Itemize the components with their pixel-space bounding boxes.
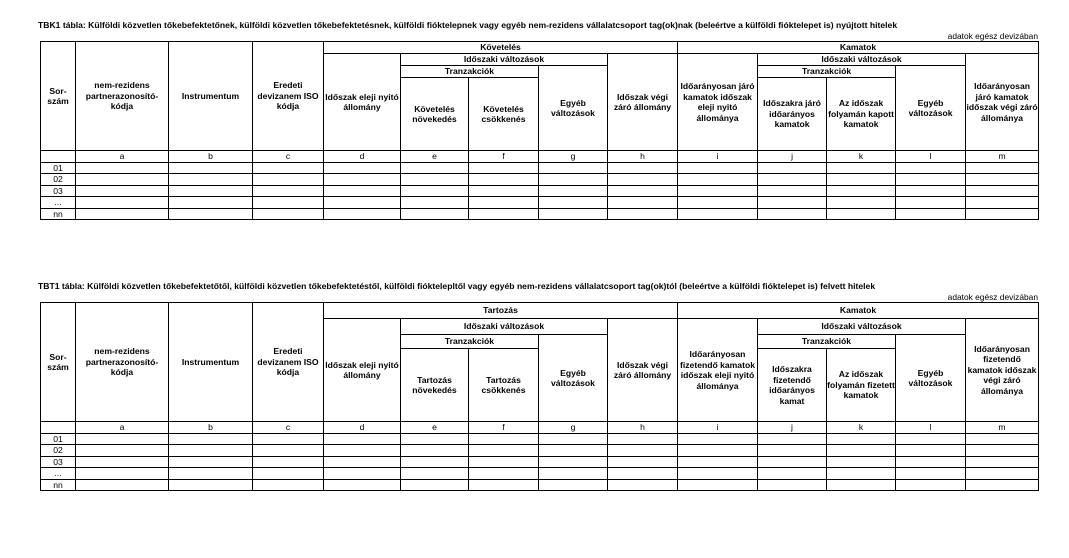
data-cell[interactable] (324, 208, 401, 220)
table1-header-m: Időarányosan járó kamatok időszak végi záró állománya (966, 54, 1039, 151)
data-cell[interactable] (169, 174, 253, 186)
data-cell[interactable] (324, 197, 401, 209)
table1-periodic-changes: Időszaki változások (401, 54, 608, 66)
data-cell[interactable] (827, 208, 896, 220)
data-cell[interactable] (539, 479, 608, 491)
data-cell[interactable] (169, 162, 253, 174)
data-cell[interactable] (827, 185, 896, 197)
data-cell[interactable] (758, 162, 827, 174)
data-cell[interactable] (608, 433, 678, 445)
column-letter: e (401, 151, 469, 163)
data-cell[interactable] (896, 456, 966, 468)
table2-letter-row (41, 422, 1039, 434)
table2-transactions: Tranzakciók (401, 335, 539, 349)
table1-interest-transactions: Tranzakciók (758, 66, 896, 78)
data-cell[interactable] (76, 197, 169, 209)
column-letter: i (678, 422, 758, 434)
data-cell[interactable] (827, 197, 896, 209)
data-cell[interactable] (469, 479, 539, 491)
data-cell[interactable] (896, 479, 966, 491)
data-cell[interactable] (966, 162, 1039, 174)
data-cell[interactable] (758, 445, 827, 457)
data-cell[interactable] (401, 185, 469, 197)
data-cell[interactable] (469, 174, 539, 186)
data-cell[interactable] (401, 208, 469, 220)
row-number: nn (41, 479, 76, 491)
column-letter: f (469, 422, 539, 434)
data-cell[interactable] (76, 185, 169, 197)
column-letter: g (539, 422, 608, 434)
data-cell[interactable] (966, 479, 1039, 491)
table2-header-l: Egyéb változások (896, 335, 966, 422)
data-cell[interactable] (758, 433, 827, 445)
column-letter: l (896, 422, 966, 434)
data-cell[interactable] (966, 208, 1039, 220)
table1-header-j: Időszakra járó időarányos kamatok (758, 78, 827, 151)
table2-header-i: Időarányosan fizetendő kamatok időszak eleji nyitó állománya (678, 319, 758, 422)
column-letter: a (76, 151, 169, 163)
data-cell[interactable] (539, 456, 608, 468)
data-cell[interactable] (169, 456, 253, 468)
data-cell[interactable] (678, 174, 758, 186)
data-cell[interactable] (324, 479, 401, 491)
row-number: 02 (41, 174, 76, 186)
data-cell[interactable] (608, 445, 678, 457)
table2-header-g: Egyéb változások (539, 335, 608, 422)
table1-header-i: Időarányosan járó kamatok időszak eleji nyitó állománya (678, 54, 758, 151)
table1-header-e: Követelés növekedés (401, 78, 469, 151)
table1-header-k: Az időszak folyamán kapott kamatok (827, 78, 896, 151)
data-cell[interactable] (324, 433, 401, 445)
data-cell[interactable] (966, 445, 1039, 457)
data-cell[interactable] (608, 208, 678, 220)
table1-transactions: Tranzakciók (401, 66, 539, 78)
table-row (41, 468, 1039, 480)
table1-header-f: Követelés csökkenés (469, 78, 539, 151)
table1-letter-row (41, 151, 1039, 163)
column-letter: c (253, 151, 324, 163)
column-letter: k (827, 422, 896, 434)
data-cell[interactable] (539, 445, 608, 457)
data-cell[interactable] (678, 433, 758, 445)
column-letter: b (169, 422, 253, 434)
column-letter: m (966, 422, 1039, 434)
data-cell[interactable] (469, 468, 539, 480)
data-cell[interactable] (966, 433, 1039, 445)
data-cell[interactable] (539, 174, 608, 186)
table-row (41, 174, 1039, 186)
data-cell[interactable] (324, 456, 401, 468)
column-letter: a (76, 422, 169, 434)
data-cell[interactable] (469, 208, 539, 220)
table2-header-sorszam: Sor-szám (41, 303, 76, 422)
data-cell[interactable] (253, 185, 324, 197)
data-cell[interactable] (758, 479, 827, 491)
table1-header-currency: Eredeti devizanem ISO kódja (253, 42, 324, 151)
table2-header-instrument: Instrumentum (169, 303, 253, 422)
table1-group-interest: Kamatok (678, 42, 1039, 54)
data-cell[interactable] (896, 162, 966, 174)
data-cell[interactable] (608, 468, 678, 480)
data-cell[interactable] (76, 433, 169, 445)
data-cell[interactable] (827, 468, 896, 480)
table1-group-main: Követelés (324, 42, 678, 54)
column-letter: c (253, 422, 324, 434)
data-cell[interactable] (539, 468, 608, 480)
table2-header-j: Időszakra fizetendő időarányos kamat (758, 349, 827, 422)
data-cell[interactable] (966, 468, 1039, 480)
data-cell[interactable] (827, 162, 896, 174)
column-letter: d (324, 151, 401, 163)
data-cell[interactable] (758, 174, 827, 186)
column-letter (41, 422, 76, 434)
row-number: ... (41, 197, 76, 209)
table2-group-main: Tartozás (324, 303, 678, 319)
data-cell[interactable] (401, 456, 469, 468)
table2-header-k: Az időszak folyamán fizetett kamatok (827, 349, 896, 422)
data-cell[interactable] (539, 208, 608, 220)
data-cell[interactable] (896, 445, 966, 457)
table1-header-partner: nem-rezidens partnerazonosító-kódja (76, 42, 169, 151)
data-cell[interactable] (966, 174, 1039, 186)
data-cell[interactable] (253, 468, 324, 480)
data-cell[interactable] (401, 162, 469, 174)
data-cell[interactable] (678, 162, 758, 174)
data-cell[interactable] (827, 433, 896, 445)
data-cell[interactable] (401, 433, 469, 445)
row-number: ... (41, 468, 76, 480)
table-row (41, 479, 1039, 491)
data-cell[interactable] (169, 468, 253, 480)
table2-header-h: Időszak végi záró állomány (608, 319, 678, 422)
table1-interest-periodic-changes: Időszaki változások (758, 54, 966, 66)
data-cell[interactable] (678, 456, 758, 468)
data-cell[interactable] (253, 174, 324, 186)
data-cell[interactable] (678, 445, 758, 457)
table1-header-l: Egyéb változások (896, 66, 966, 151)
data-cell[interactable] (608, 174, 678, 186)
data-cell[interactable] (401, 479, 469, 491)
table2-interest-periodic-changes: Időszaki változások (758, 319, 966, 335)
data-cell[interactable] (896, 468, 966, 480)
data-cell[interactable] (608, 456, 678, 468)
data-cell[interactable] (896, 433, 966, 445)
table2-unit-note: adatok egész devizában (947, 292, 1038, 302)
table1-header-sorszam: Sor-szám (41, 42, 76, 151)
data-cell[interactable] (896, 185, 966, 197)
table-row (41, 445, 1039, 457)
data-cell[interactable] (401, 174, 469, 186)
row-number: 02 (41, 445, 76, 457)
column-letter: d (324, 422, 401, 434)
data-cell[interactable] (539, 185, 608, 197)
data-cell[interactable] (608, 197, 678, 209)
table2-header-e: Tartozás növekedés (401, 349, 469, 422)
data-cell[interactable] (253, 479, 324, 491)
data-cell[interactable] (76, 479, 169, 491)
data-cell[interactable] (758, 185, 827, 197)
column-letter: l (896, 151, 966, 163)
data-cell[interactable] (324, 162, 401, 174)
column-letter: m (966, 151, 1039, 163)
data-cell[interactable] (758, 197, 827, 209)
data-cell[interactable] (169, 185, 253, 197)
table1-header-instrument: Instrumentum (169, 42, 253, 151)
table1-header-d: Időszak eleji nyitó állomány (324, 54, 401, 151)
data-cell[interactable] (253, 433, 324, 445)
data-cell[interactable] (758, 208, 827, 220)
data-cell[interactable] (169, 479, 253, 491)
table1 (40, 41, 1039, 220)
data-cell[interactable] (76, 456, 169, 468)
data-cell[interactable] (324, 468, 401, 480)
data-cell[interactable] (966, 197, 1039, 209)
table-row (41, 433, 1039, 445)
data-cell[interactable] (169, 208, 253, 220)
data-cell[interactable] (169, 433, 253, 445)
data-cell[interactable] (827, 445, 896, 457)
data-cell[interactable] (76, 468, 169, 480)
data-cell[interactable] (966, 456, 1039, 468)
data-cell[interactable] (827, 174, 896, 186)
data-cell[interactable] (169, 445, 253, 457)
data-cell[interactable] (401, 468, 469, 480)
row-number: 01 (41, 433, 76, 445)
column-letter: k (827, 151, 896, 163)
column-letter: h (608, 151, 678, 163)
data-cell[interactable] (539, 162, 608, 174)
table2-periodic-changes: Időszaki változások (401, 319, 608, 335)
table-row (41, 456, 1039, 468)
table2-title: TBT1 tábla: Külföldi közvetlen tőkebefektetőtől, külföldi közvetlen tőkebefektetéstől, külföldi fióktelepltől vagy egyéb nem-rezidens vállalatcsoport tag(ok)tól (beleértve a külföldi fióktelepet is) felvett hitelek (38, 281, 876, 291)
data-cell[interactable] (253, 162, 324, 174)
table2 (40, 302, 1039, 491)
data-cell[interactable] (324, 445, 401, 457)
row-number: 03 (41, 456, 76, 468)
data-cell[interactable] (678, 479, 758, 491)
data-cell[interactable] (401, 197, 469, 209)
table2-header-d: Időszak eleji nyitó állomány (324, 319, 401, 422)
data-cell[interactable] (469, 197, 539, 209)
data-cell[interactable] (169, 197, 253, 209)
table1-header-h: Időszak végi záró állomány (608, 54, 678, 151)
data-cell[interactable] (76, 162, 169, 174)
column-letter: f (469, 151, 539, 163)
data-cell[interactable] (678, 185, 758, 197)
data-cell[interactable] (896, 174, 966, 186)
data-cell[interactable] (253, 445, 324, 457)
table-row (41, 197, 1039, 209)
table2-header-partner: nem-rezidens partnerazonosító-kódja (76, 303, 169, 422)
column-letter: e (401, 422, 469, 434)
data-cell[interactable] (608, 479, 678, 491)
table-row (41, 208, 1039, 220)
column-letter: j (758, 151, 827, 163)
data-cell[interactable] (608, 185, 678, 197)
table2-interest-transactions: Tranzakciók (758, 335, 896, 349)
data-cell[interactable] (324, 185, 401, 197)
data-cell[interactable] (608, 162, 678, 174)
table2-header-m: Időarányosan fizetendő kamatok időszak végi záró állománya (966, 319, 1039, 422)
data-cell[interactable] (678, 197, 758, 209)
data-cell[interactable] (758, 468, 827, 480)
table-row (41, 162, 1039, 174)
data-cell[interactable] (539, 197, 608, 209)
table1-header-g: Egyéb változások (539, 66, 608, 151)
data-cell[interactable] (678, 468, 758, 480)
row-number: 03 (41, 185, 76, 197)
data-cell[interactable] (469, 433, 539, 445)
data-cell[interactable] (76, 445, 169, 457)
table2-header-currency: Eredeti devizanem ISO kódja (253, 303, 324, 422)
data-cell[interactable] (469, 162, 539, 174)
table1-unit-note: adatok egész devizában (947, 31, 1038, 41)
data-cell[interactable] (539, 433, 608, 445)
data-cell[interactable] (469, 185, 539, 197)
data-cell[interactable] (469, 456, 539, 468)
data-cell[interactable] (896, 208, 966, 220)
column-letter: j (758, 422, 827, 434)
row-number: 01 (41, 162, 76, 174)
table2-group-interest: Kamatok (678, 303, 1039, 319)
row-number: nn (41, 208, 76, 220)
table1-title: TBK1 tábla: Külföldi közvetlen tőkebefektetőnek, külföldi közvetlen tőkebefektetésnek, külföldi fióktelepnek vagy egyéb nem-rezidens vállalatcsoport tag(ok)nak (beleértve a külföldi fióktelepet is) nyújtott hitelek (38, 20, 898, 30)
data-cell[interactable] (253, 197, 324, 209)
data-cell[interactable] (324, 174, 401, 186)
data-cell[interactable] (758, 456, 827, 468)
data-cell[interactable] (827, 456, 896, 468)
column-letter: g (539, 151, 608, 163)
column-letter: i (678, 151, 758, 163)
data-cell[interactable] (827, 479, 896, 491)
data-cell[interactable] (966, 185, 1039, 197)
column-letter (41, 151, 76, 163)
data-cell[interactable] (678, 208, 758, 220)
data-cell[interactable] (76, 208, 169, 220)
table-row (41, 185, 1039, 197)
data-cell[interactable] (253, 208, 324, 220)
data-cell[interactable] (896, 197, 966, 209)
column-letter: h (608, 422, 678, 434)
data-cell[interactable] (401, 445, 469, 457)
data-cell[interactable] (253, 456, 324, 468)
data-cell[interactable] (76, 174, 169, 186)
table1-block (40, 20, 1038, 220)
data-cell[interactable] (469, 445, 539, 457)
table2-block (40, 281, 1038, 491)
table2-header-f: Tartozás csökkenés (469, 349, 539, 422)
column-letter: b (169, 151, 253, 163)
